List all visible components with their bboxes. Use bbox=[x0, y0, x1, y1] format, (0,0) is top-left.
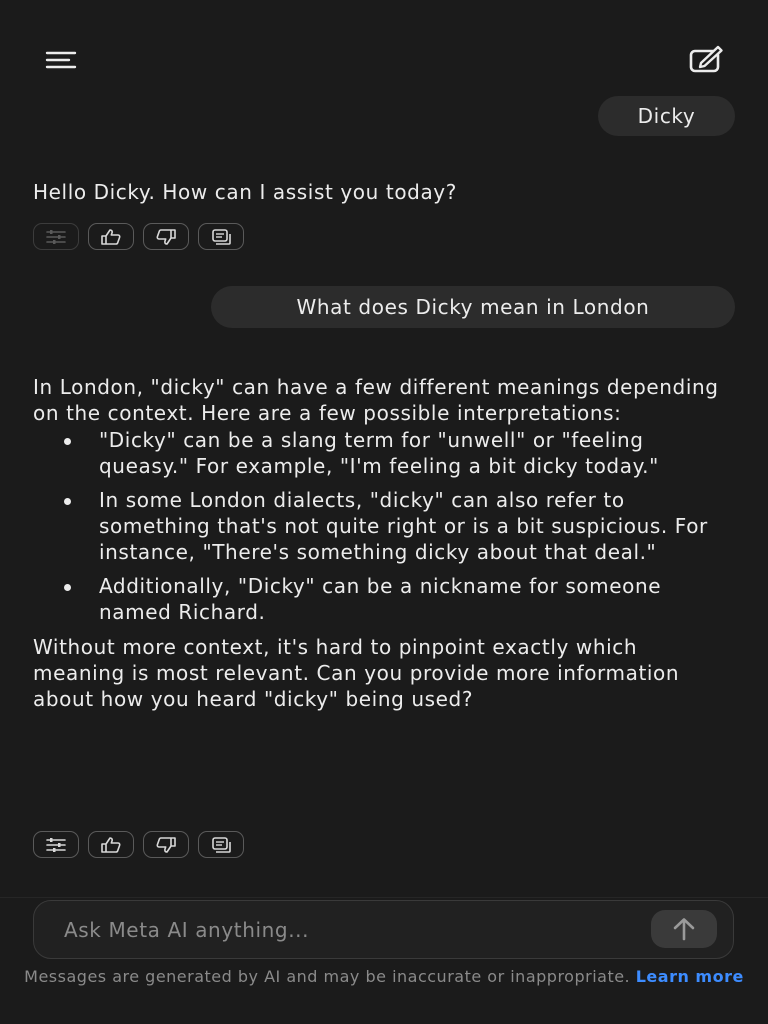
list-item: In some London dialects, "dicky" can also refer to something that's not quite right or is a bit suspicious. For instance, "There's something dicky about that deal." bbox=[99, 488, 733, 565]
composer-divider bbox=[0, 897, 768, 898]
composer bbox=[33, 900, 734, 959]
new-chat-compose-icon[interactable] bbox=[684, 42, 728, 76]
assistant-message bbox=[33, 375, 733, 712]
user-message: Dicky bbox=[598, 96, 735, 136]
assistant-intro: In London, "dicky" can have a few different meanings depending on the context. Here are a few possible interpretations: bbox=[33, 375, 719, 425]
list-item: Additionally, "Dicky" can be a nickname for someone named Richard. bbox=[99, 574, 733, 625]
copy-icon[interactable] bbox=[198, 831, 244, 858]
thumbs-up-icon[interactable] bbox=[88, 831, 134, 858]
list-item: "Dicky" can be a slang term for "unwell" or "feeling queasy." For example, "I'm feeling a bit dicky today." bbox=[99, 428, 733, 479]
ai-disclaimer bbox=[0, 966, 768, 987]
learn-more-link[interactable]: Learn more bbox=[635, 967, 744, 986]
adjust-sliders-icon[interactable] bbox=[33, 831, 79, 858]
thumbs-down-icon[interactable] bbox=[143, 831, 189, 858]
message-input[interactable] bbox=[64, 911, 634, 949]
assistant-outro: Without more context, it's hard to pinpoint exactly which meaning is most relevant. Can you provide more information about how you heard "dicky" being used? bbox=[33, 635, 680, 711]
message-actions bbox=[33, 223, 244, 250]
thumbs-up-icon[interactable] bbox=[88, 223, 134, 250]
arrow-up-icon bbox=[671, 917, 697, 941]
top-bar bbox=[0, 0, 768, 90]
thumbs-down-icon[interactable] bbox=[143, 223, 189, 250]
send-button[interactable] bbox=[651, 910, 717, 948]
copy-icon[interactable] bbox=[198, 223, 244, 250]
assistant-message: Hello Dicky. How can I assist you today? bbox=[33, 180, 457, 204]
hamburger-menu-icon[interactable] bbox=[40, 44, 82, 76]
bullet-list bbox=[33, 428, 733, 625]
user-message: What does Dicky mean in London bbox=[211, 286, 735, 328]
disclaimer-text: Messages are generated by AI and may be inaccurate or inappropriate. bbox=[24, 967, 631, 986]
adjust-sliders-icon[interactable] bbox=[33, 223, 79, 250]
message-actions bbox=[33, 831, 244, 858]
